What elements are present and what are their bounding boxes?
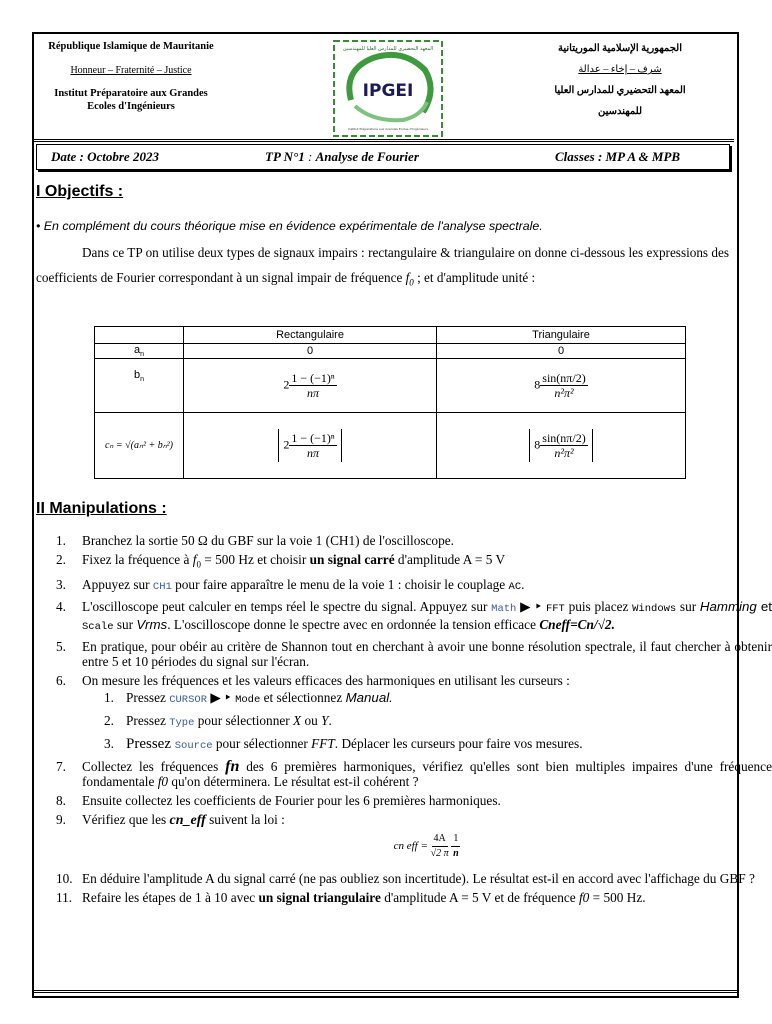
step-number: 11.	[56, 889, 73, 905]
bn-sub: n	[140, 376, 145, 384]
f-symbol: f	[192, 552, 197, 567]
substep-text: ou	[301, 712, 322, 728]
signal-triangulaire-text: un signal triangulaire	[258, 889, 381, 905]
math-key: Math	[491, 602, 517, 615]
source-key: Source	[174, 739, 213, 752]
section-objectives-heading	[36, 183, 123, 201]
step-text: On mesure les fréquences et les valeurs efficaces des harmoniques en utilisant les curseurs :	[82, 672, 570, 688]
substep-number: 3.	[104, 735, 114, 751]
step-text: Refaire les étapes de 1 à 10 avec	[82, 889, 259, 905]
substep-text: . Déplacer les curseurs pour faire vos mesures.	[334, 735, 583, 751]
step-6	[56, 672, 772, 754]
tp-date: Date : Octobre 2023	[51, 149, 159, 164]
label-an	[95, 344, 184, 359]
substep-text: et sélectionnez	[260, 689, 346, 705]
intro-text-a: Dans ce TP on utilise deux types de signaux impairs : rectangulaire & triangulaire on donne ci-dessous les expressions des coefficients de Fourier correspondant à un signal impair de fréquence	[36, 245, 729, 285]
header-rule	[34, 139, 734, 142]
cn-tri-coef: 8	[534, 437, 541, 452]
info-bar	[36, 144, 730, 170]
section2-number: II	[36, 500, 45, 517]
ac-key: AC	[508, 580, 522, 593]
cn-tri	[437, 413, 686, 479]
bn-rect-num: 1 − (−1)ⁿ	[291, 371, 335, 386]
institute-ar-line1: المعهد التحضيري للمدارس العليا	[554, 85, 686, 96]
step-text: puis placez	[564, 598, 633, 614]
fourier-coefficients-table	[94, 326, 686, 479]
cn-eff-symbol: cn_eff	[169, 812, 206, 828]
step-5	[56, 638, 772, 669]
step-text: pour faire apparaître le menu de la voie 1 : choisir le couplage	[171, 576, 509, 592]
windows-key: Windows	[632, 602, 677, 615]
section-number: I	[36, 183, 41, 200]
bn-letter: b	[133, 369, 141, 382]
step-text: des 6 premières harmoniques, vérifiez qu'elles sont bien multiples impaires d'une fréquence fondamentale	[82, 758, 772, 789]
law-den: √2 π	[430, 847, 449, 859]
section2-title: Manipulations :	[44, 500, 167, 517]
mode-key: Mode	[235, 693, 261, 706]
step-text: Collectez les fréquences	[82, 758, 226, 774]
intro-paragraph	[36, 240, 729, 296]
intro-f0: f	[405, 270, 410, 285]
an-sub: n	[140, 351, 145, 359]
cn-rect-num: 1 − (−1)ⁿ	[291, 431, 335, 446]
section-manipulations-heading	[36, 500, 167, 518]
cneff-formula: Cneff=Cn/√2.	[539, 616, 615, 632]
label-bn	[95, 359, 184, 413]
step-4	[56, 598, 772, 635]
step-number: 2.	[56, 552, 66, 567]
scale-key: Scale	[82, 620, 114, 633]
bn-tri-den: n²π²	[554, 386, 574, 401]
cursor-substeps	[82, 690, 772, 754]
substep-number: 1.	[104, 689, 114, 705]
substep-1	[104, 689, 772, 708]
step-text: En pratique, pour obéir au critère de Shannon tout en cherchant à avoir une bonne résolution spectrale, il faut chercher à obtenir entre 5 et 10 périodes du signal sur l'écran.	[82, 638, 772, 669]
tp-separator: :	[304, 149, 316, 164]
col-rectangulaire: Rectangulaire	[184, 327, 437, 344]
step-text: Branchez la sortie 50 Ω du GBF sur la voie 1 (CH1) de l'oscilloscope.	[82, 533, 454, 548]
tp-number: TP N°1	[265, 149, 305, 164]
ch1-key: CH1	[152, 580, 172, 593]
fn-symbol: fn	[225, 757, 240, 775]
f0-symbol: f0	[157, 773, 169, 789]
col-triangulaire: Triangulaire	[437, 327, 686, 344]
institute-fr-line1: Institut Préparatoire aux Grandes	[54, 87, 208, 99]
step-text: .	[521, 576, 525, 592]
step-number: 4.	[56, 598, 66, 614]
bn-rect-fraction	[289, 371, 336, 400]
institute-fr-line2: Ecoles d'Ingénieurs	[87, 101, 175, 113]
step-7	[56, 757, 772, 789]
step-11	[56, 889, 772, 905]
arrow-icon: ▶ ‣	[207, 689, 236, 705]
x-text: X	[293, 712, 302, 728]
step-text: sur	[113, 616, 137, 632]
cn-tri-fraction	[540, 431, 587, 460]
cn-tri-den: n²π²	[554, 446, 574, 461]
cn-rect-den: nπ	[306, 446, 319, 461]
step-3	[56, 576, 772, 595]
intro-f0-sub: 0	[409, 277, 414, 288]
an-rect: 0	[184, 344, 437, 359]
step-number: 5.	[56, 638, 66, 654]
header-right	[530, 42, 710, 118]
step-text: d'amplitude A = 5 V	[394, 552, 506, 567]
country-ar: الجمهورية الإسلامية الموريتانية	[558, 43, 682, 54]
step-text: suivent la loi :	[205, 811, 285, 827]
substep-text: pour sélectionner	[194, 712, 294, 728]
cn-eff-law	[82, 832, 772, 861]
step-text: = 500 Hz.	[589, 889, 646, 905]
table-header-row	[95, 327, 686, 344]
step-number: 7.	[56, 758, 66, 774]
tp-title	[265, 149, 555, 165]
step-number: 3.	[56, 576, 66, 592]
an-letter: a	[133, 344, 141, 356]
step-text: L'oscilloscope peut calculer en temps réel le spectre du signal. Appuyez sur	[82, 598, 492, 614]
step-9	[56, 811, 772, 861]
cn-rect	[184, 413, 437, 479]
step-text: Vérifiez que les	[82, 811, 170, 827]
cn-rect-fraction	[289, 431, 336, 460]
y-text: Y	[321, 712, 329, 728]
step-text: = 500 Hz et choisir	[200, 552, 310, 567]
law-num: 4A	[432, 832, 448, 847]
step-number: 6.	[56, 672, 66, 688]
bn-tri	[437, 359, 686, 413]
hamming-text: Hamming	[699, 598, 757, 614]
cn-tri-num: sin(nπ/2)	[542, 431, 586, 446]
cn-rect-abs	[278, 429, 341, 462]
section-title: Objectifs :	[40, 183, 124, 200]
substep-3	[104, 735, 772, 754]
bn-tri-num: sin(nπ/2)	[542, 371, 586, 386]
law-den2: n	[453, 847, 459, 859]
logo-arabic-arc: المعهد التحضيري للمدارس العليا للمهندسين	[342, 46, 434, 52]
label-cn: cₙ = √(aₙ² + bₙ²)	[95, 413, 184, 479]
country-fr: République Islamique de Mauritanie	[48, 41, 214, 52]
fft-text: FFT	[311, 735, 335, 751]
type-key: Type	[169, 716, 195, 729]
objective-bullet: • En complément du cours théorique mise en évidence expérimentale de l'analyse spectrale.	[36, 219, 543, 233]
page-bottom-rule	[32, 990, 739, 993]
substep-text: Pressez	[126, 689, 170, 705]
law-fraction-2	[451, 832, 460, 861]
manual-text: Manual.	[345, 689, 393, 705]
substep-text: Pressez	[126, 735, 175, 752]
cn-rect-coef: 2	[283, 437, 290, 452]
motto-ar: شرف – إخاء – عدالة	[578, 64, 662, 75]
motto-fr: Honneur – Fraternité – Justice	[70, 64, 192, 76]
cursor-key: CURSOR	[169, 693, 208, 706]
step-number: 10.	[56, 870, 73, 886]
law-lhs: cn eff =	[393, 839, 428, 852]
tp-title-text: Analyse de Fourier	[315, 149, 419, 164]
step-number: 1.	[56, 533, 66, 548]
law-num2: 1	[451, 832, 460, 847]
step-text: qu'on déterminera. Le résultat est-il cohérent ?	[168, 773, 419, 789]
step-text: d'amplitude A = 5 V et de fréquence	[380, 889, 579, 905]
step-text: Appuyez sur	[82, 576, 153, 592]
bn-rect	[184, 359, 437, 413]
tp-classes: Classes : MP A & MPB	[555, 149, 681, 164]
substep-2	[104, 712, 772, 731]
manipulations-list	[36, 533, 772, 909]
substep-text: pour sélectionner	[212, 735, 312, 751]
step-text: Fixez la fréquence à	[82, 552, 193, 567]
substep-text: .	[328, 712, 332, 728]
header-left	[36, 40, 226, 114]
table-row-cn	[95, 413, 686, 479]
bn-rect-coef: 2	[283, 377, 290, 392]
vrms-text: Vrms	[136, 616, 168, 632]
cn-tri-abs	[529, 429, 592, 462]
step-number: 9.	[56, 811, 66, 827]
institute-ar-line2: للمهندسين	[597, 106, 643, 117]
intro-text-b: ; et d'amplitude unité :	[413, 270, 536, 285]
step-2	[56, 552, 772, 573]
bn-tri-fraction	[540, 371, 587, 400]
substep-text: Pressez	[126, 712, 170, 728]
an-tri: 0	[437, 344, 686, 359]
step-text: En déduire l'amplitude A du signal carré (ne pas oubliez son incertitude). Le résultat est-il en accord avec l'affichage du GBF ?	[82, 870, 755, 886]
f0-symbol: f0	[578, 889, 590, 905]
table-row-bn	[95, 359, 686, 413]
f-sub: 0	[196, 559, 201, 570]
arrow-icon: ▶ ‣	[516, 598, 546, 614]
table-row-an	[95, 344, 686, 359]
step-text: sur	[676, 598, 700, 614]
ipgei-logo	[333, 40, 443, 137]
logo-bottom-text: Institut Préparatoire aux Grandes Ecoles d'Ingénieurs	[347, 127, 429, 131]
step-text: . L'oscilloscope donne le spectre avec en ordonnée la tension efficace	[167, 616, 540, 632]
signal-carre-text: un signal carré	[309, 552, 395, 567]
bn-rect-den: nπ	[306, 386, 319, 401]
fft-key: FFT	[545, 602, 565, 615]
step-1	[56, 533, 772, 548]
step-text: et	[756, 598, 772, 614]
table-corner-cell	[95, 327, 184, 344]
logo-name: IPGEI	[362, 81, 414, 101]
step-number: 8.	[56, 792, 66, 808]
substep-number: 2.	[104, 712, 114, 728]
law-fraction-1	[431, 832, 449, 861]
bn-tri-coef: 8	[534, 377, 541, 392]
step-8	[56, 792, 772, 808]
step-10	[56, 870, 772, 886]
step-text: Ensuite collectez les coefficients de Fourier pour les 6 premières harmoniques.	[82, 792, 501, 808]
